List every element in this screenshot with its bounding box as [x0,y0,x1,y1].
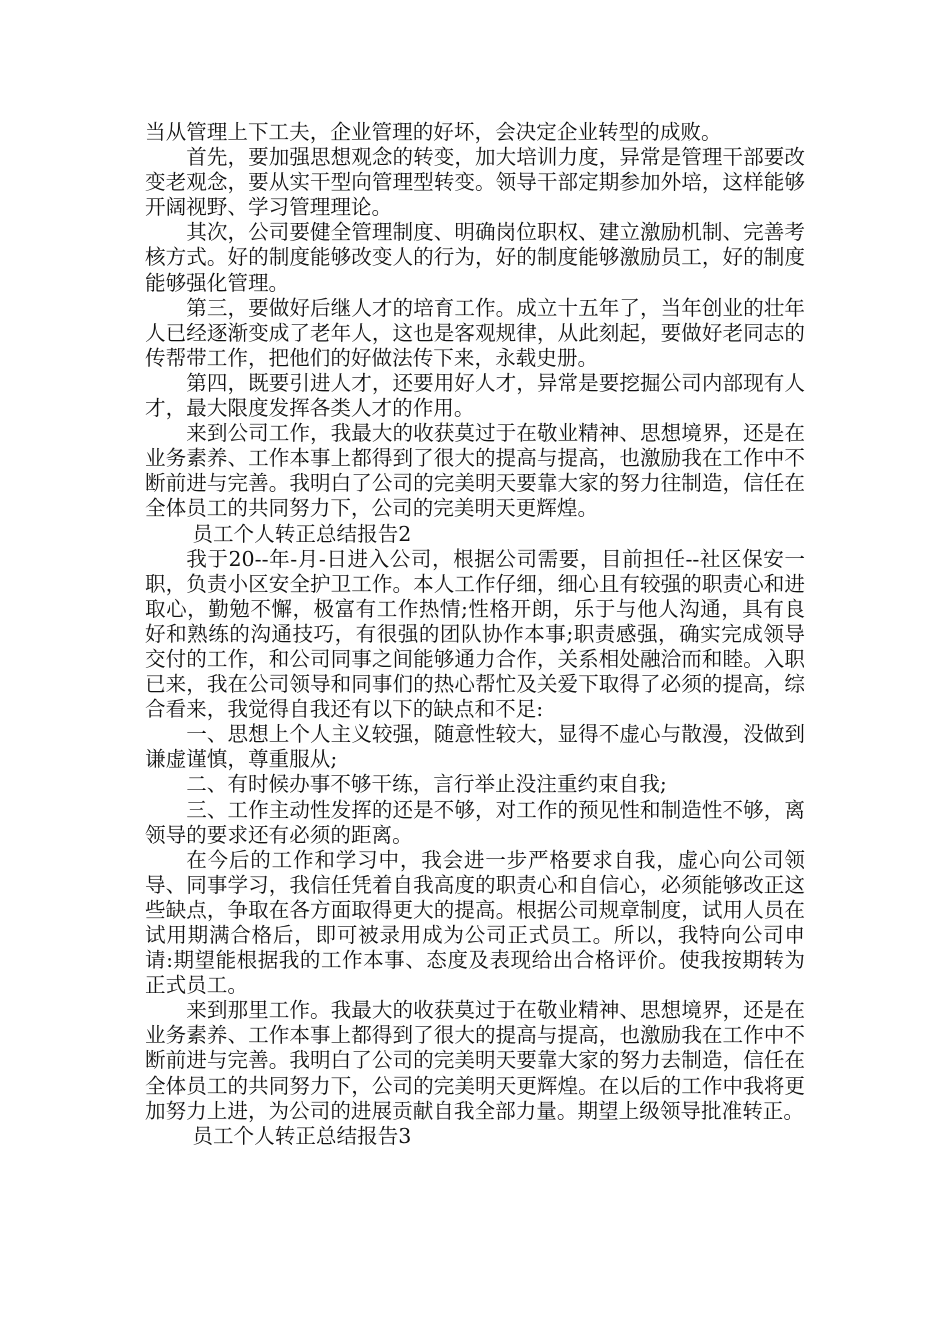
paragraph-9: 二、有时候办事不够干练，言行举止没注重约束自我; [186,772,667,797]
paragraph-6: 来到公司工作，我最大的收获莫过于在敬业精神、思想境界，还是在业务素养、工作本事上都得到了很大的提高与提高，也激励我在工作中不断前进与完善。我明白了公司的完美明天要靠大家的努力往制造，信任在全体员工的共同努力下，公司的完美明天更辉煌。 [145,421,805,521]
paragraph-2: 首先，要加强思想观念的转变，加大培训力度，异常是管理干部要改变老观念，要从实干型向管理型转变。领导干部定期参加外培，这样能够开阔视野、学习管理理论。 [145,145,805,220]
paragraph-8: 一、思想上个人主义较强，随意性较大，显得不虚心与散漫，没做到谦虚谨慎，尊重服从; [145,722,805,772]
paragraph-4: 第三，要做好后继人才的培育工作。成立十五年了，当年创业的壮年人已经逐渐变成了老年人，这也是客观规律，从此刻起，要做好老同志的传帮带工作，把他们的好做法传下来，永载史册。 [145,295,805,370]
paragraph-5: 第四，既要引进人才，还要用好人才，异常是要挖掘公司内部现有人才，最大限度发挥各类人才的作用。 [145,370,805,421]
section-heading-2: 员工个人转正总结报告2 [192,521,412,546]
document-page [145,120,805,1149]
paragraph-11: 在今后的工作和学习中，我会进一步严格要求自我，虚心向公司领导、同事学习，我信任凭着自我高度的职责心和自信心，必须能够改正这些缺点，争取在各方面取得更大的提高。根据公司规章制度，试用人员在试用期满合格后，即可被录用成为公司正式员工。所以，我特向公司申请:期望能根据我的工作本事、态度及表现给出合格评价。使我按期转为正式员工。 [145,847,805,998]
paragraph-1: 当从管理上下工夫，企业管理的好坏，会决定企业转型的成败。 [145,120,722,144]
paragraph-3: 其次，公司要健全管理制度、明确岗位职权、建立激励机制、完善考核方式。好的制度能够改变人的行为，好的制度能够激励员工，好的制度能够强化管理。 [145,220,805,295]
section-heading-3: 员工个人转正总结报告3 [192,1123,412,1148]
paragraph-7: 我于20--年-月-日进入公司，根据公司需要，目前担任--社区保安一职，负责小区安全护卫工作。本人工作仔细，细心且有较强的职责心和进取心，勤勉不懈，极富有工作热情;性格开朗，乐于与他人沟通，具有良好和熟练的沟通技巧，有很强的团队协作本事;职责感强，确实完成领导交付的工作，和公司同事之间能够通力合作，关系相处融洽而和睦。入职已来，我在公司领导和同事们的热心帮忙及关爱下取得了必须的提高，综合看来，我觉得自我还有以下的缺点和不足: [145,546,805,722]
paragraph-12: 来到那里工作。我最大的收获莫过于在敬业精神、思想境界，还是在业务素养、工作本事上都得到了很大的提高与提高，也激励我在工作中不断前进与完善。我明白了公司的完美明天要靠大家的努力去制造，信任在全体员工的共同努力下，公司的完美明天更辉煌。在以后的工作中我将更加努力上进，为公司的进展贡献自我全部力量。期望上级领导批准转正。 [145,998,805,1123]
paragraph-10: 三、工作主动性发挥的还是不够，对工作的预见性和制造性不够，离领导的要求还有必须的距离。 [145,797,805,847]
